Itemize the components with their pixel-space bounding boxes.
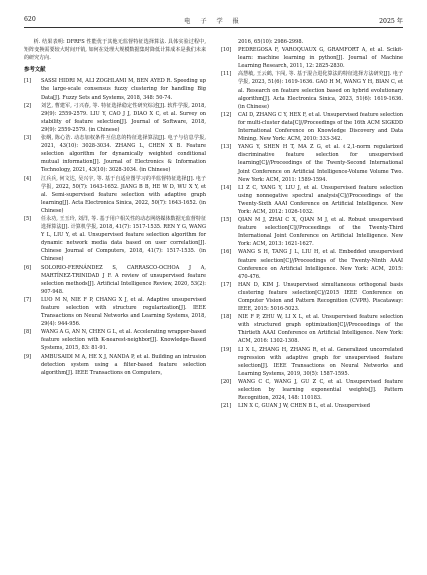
- reference-text: NIE F P, ZHU W, LI X L, et al. Unsupervised feature selection with structured graph optimization[C]//Proceedings of the Thirtieth AAAI Conference on Artificial Intelligence. New York: ACM, 2016: 1302-1308.: [238, 314, 403, 345]
- publication-year: 2025 年: [379, 18, 403, 25]
- reference-number: [21]: [221, 403, 232, 410]
- reference-number: [20]: [221, 378, 232, 385]
- reference-text: LIN X C, GUAN J W, CHEN B L, et al. Unsupervised: [238, 403, 370, 410]
- reference-entry: [221, 184, 403, 216]
- reference-number: [14]: [221, 184, 232, 191]
- reference-number: [19]: [221, 346, 232, 353]
- reference-text: 高慧敏, 王云鹤, 卞闯, 等. 基于混合进化算法的特征选择方法研究[J]. 电子学报, 2023, 51(6): 1619-1636. GAO H M, WANG Y H, BIAN C, et al. Research on feature selection based on hybrid evolutionary algorithm[J]. Acta Electronica Sinica, 2023, 51(6): 1619-1636. (in Chinese): [238, 71, 403, 110]
- reference-entry: [221, 143, 403, 183]
- reference-text: LI Z C, YANG Y, LIU J, et al. Unsupervised feature selection using nonnegative spectral analysis[C]//Proceedings of the Twenty-Sixth AAAI Conference on Artificial Intelligence. New York: ACM, 2012: 1026-1032.: [238, 184, 403, 215]
- reference-text: HAN D, KIM J. Unsupervised simultaneous orthogonal basis clustering feature selection[C]//2015 IEEE Conference on Computer Vision and Pattern Recognition (CVPR). Piscataway: IEEE, 2015: 5016-5023.: [238, 281, 403, 313]
- reference-number: [2]: [24, 102, 32, 109]
- reference-entry: [24, 215, 206, 264]
- reference-text: CAI D, ZHANG C Y, HEX F, et al. Unsupervised feature selection for multi-cluster data[C]//Proceedings of the 16th ACM SIGKDD International Conference on Knowledge Discovery and Data Mining. New York: ACM, 2010: 333-342.: [238, 111, 403, 143]
- reference-text: AMBUSAIDI M A, HE X J, NANDA P, et al. Building an intrusion detection system using a filter-based feature selection algorithm[J]. IEEE Transactions on Computers,: [41, 353, 206, 376]
- reference-text: 刘艺, 曹建军, 刁兴春, 等. 特征选择稳定性研究综述[J]. 软件学报, 2018, 29(9): 2559-2579. LIU Y, CAO J J, DIAO X C, et al. Survey on stability of feature selection[J]. Journal of Software, 2018, 29(9): 2559-2579. (in Chinese): [41, 102, 206, 133]
- reference-entry: [221, 378, 403, 402]
- reference-entry: [221, 313, 403, 345]
- reference-entry: [221, 281, 403, 313]
- reference-number: [4]: [24, 175, 32, 182]
- reference-text: 江兵兵, 何文达, 吴兴宇, 等. 基于自适应图学习的半监督特征选择[J]. 电子学报, 2022, 50(7): 1643-1652. JIANG B B, HE W D, WU X Y, et al. Semi-supervised feature selection with adaptive graph learning[J]. Acta Electronica Sinica, 2022, 50(7): 1643-1652. (in Chinese): [41, 175, 206, 214]
- reference-number: [10]: [221, 47, 232, 54]
- reference-text: SOLORIO-FERNÁNDEZ S, CARRASCO-OCHOA J A, MARTÍNEZ-TRINIDAD J F. A review of unsupervised feature selection methods[J]. Artificial Intelligence Review, 2020, 53(2): 907-948.: [41, 264, 206, 295]
- reference-number: [9]: [24, 353, 32, 360]
- reference-text: WANG A G, AN N, CHEN G L, et al. Accelerating wrapper-based feature selection with K-nearest-neighbor[J]. Knowledge-Based Systems, 2015, 83: 81-91.: [41, 329, 206, 352]
- reference-text: PEDREGOSA F, VAROQUAUX G, GRAMFORT A, et al. Scikit-learn: machine learning in python[J]. Journal of Machine Learning Research, 2011, 12: 2825-2830.: [238, 47, 403, 70]
- reference-entry: [221, 248, 403, 280]
- reference-entry: [24, 102, 206, 134]
- reference-text: WANG S H, TANG J L, LIU H, et al. Embedded unsupervised feature selection[C]//Proceedings of the Twenty-Ninth AAAI Conference on Artificial Intelligence. New York: ACM, 2015: 470-476.: [238, 249, 403, 280]
- reference-entry: [221, 216, 403, 248]
- conclusion-paragraph: 析. 结果表明: DFRFS 性能优于其他无监督特征选择算法. 具体实验过程中, 矩阵变换需要较大时间开销, 如何在处理大规模数据集时降低计算成本是我们未来的研究方向.: [24, 39, 206, 62]
- reference-entry: [24, 264, 206, 296]
- reference-text: WANG C C, WANG J, GU Z C, et al. Unsupervised feature selection by learning exponential weights[J]. Pattern Recognition, 2024, 148: 110183.: [238, 378, 403, 402]
- reference-number: [11]: [221, 71, 232, 78]
- reference-continuation: 2016, 65(10): 2986-2998.: [238, 39, 304, 45]
- reference-number: [5]: [24, 215, 32, 222]
- reference-entry: [24, 328, 206, 352]
- reference-entry: [221, 46, 403, 70]
- reference-entry: [221, 70, 403, 110]
- header-rule: [24, 27, 403, 28]
- reference-text: LUO M N, NIE F P, CHANG X J, et al. Adaptive unsupervised feature selection with structure regularization[J]. IEEE Transactions on Neural Networks and Learning Systems, 2018, 29(4): 944-956.: [41, 296, 206, 328]
- reference-entry: [24, 134, 206, 174]
- reference-list-right: [221, 46, 403, 410]
- reference-number: [1]: [24, 78, 32, 85]
- reference-text: YANG Y, SHEN H T, MA Z G, et al. ℓ2,1-norm regularized discriminative feature selection for unsupervised learning[C]//Proceedings of the Twenty-Second International Joint Conference on Artificial Intelligence-Volume Volume Two. New York: ACM, 2011: 1589-1594.: [238, 144, 403, 183]
- reference-list-left: [24, 77, 206, 376]
- reference-text: SASSI HIDRI M, ALI ZOGHLAMI M, BEN AYED R. Speeding up the large-scale consensus fuzzy clustering for handling Big Data[J]. Fuzzy Sets and Systems, 2018, 348: 50-74.: [41, 78, 206, 101]
- right-column: [221, 38, 403, 410]
- reference-entry: [24, 296, 206, 328]
- reference-text: 张纲, 陈心浩. 动态加权条件互信息的特征选择算法[J]. 电子与信息学报, 2021, 43(10): 3028-3034. ZHANG L, CHEN X B. Feature selection algorithm for dynamically weighted conditional mutual information[J]. Journal of Electronics & Information Technology, 2021, 43(10): 3028-3034. (in Chinese): [41, 135, 206, 174]
- journal-title: 电 子 学 报: [184, 18, 243, 25]
- reference-number: [8]: [24, 329, 32, 336]
- left-column: [24, 38, 206, 377]
- reference-number: [13]: [221, 144, 232, 151]
- reference-entry: [24, 175, 206, 215]
- page-number: 620: [24, 16, 36, 23]
- reference-text: LI X L, ZHANG H, ZHANG R, et al. Generalized uncorrelated regression with adaptive graph for unsupervised feature selection[J]. IEEE Transactions on Neural Networks and Learning Systems, 2019, 30(5): 1587-1595.: [238, 346, 403, 377]
- reference-entry: [24, 77, 206, 101]
- reference-number: [17]: [221, 281, 232, 288]
- reference-number: [6]: [24, 264, 32, 271]
- references-heading: 参考文献: [24, 67, 46, 74]
- reference-entry: [221, 402, 403, 410]
- reference-number: [12]: [221, 111, 232, 118]
- reference-entry: [221, 346, 403, 378]
- reference-number: [16]: [221, 249, 232, 256]
- reference-entry: [221, 111, 403, 143]
- reference-text: QIAN M J, ZHAI C X, QIAN M J, et al. Robust unsupervised feature selection[C]//Proceedings of the Twenty-Third International Joint Conference on Artificial Intelligence. New York: ACM, 2013: 1621-1627.: [238, 217, 403, 248]
- reference-number: [15]: [221, 217, 232, 224]
- reference-number: [3]: [24, 135, 32, 142]
- reference-number: [18]: [221, 314, 232, 321]
- reference-entry: [24, 353, 206, 377]
- reference-number: [7]: [24, 296, 32, 303]
- reference-text: 任永功, 王玉玲, 刘洋, 等. 基于用户相关性的动态网络媒体数据无监督特征选择算法[J]. 计算机学报, 2018, 41(7): 1517-1535. REN Y G, WANG Y L, LIU Y, et al. Unsupervised feature selection algorithm for dynamic network media data based on user correlation[J]. Chinese Journal of Computers, 2018, 41(7): 1517-1535. (in Chinese): [41, 215, 206, 263]
